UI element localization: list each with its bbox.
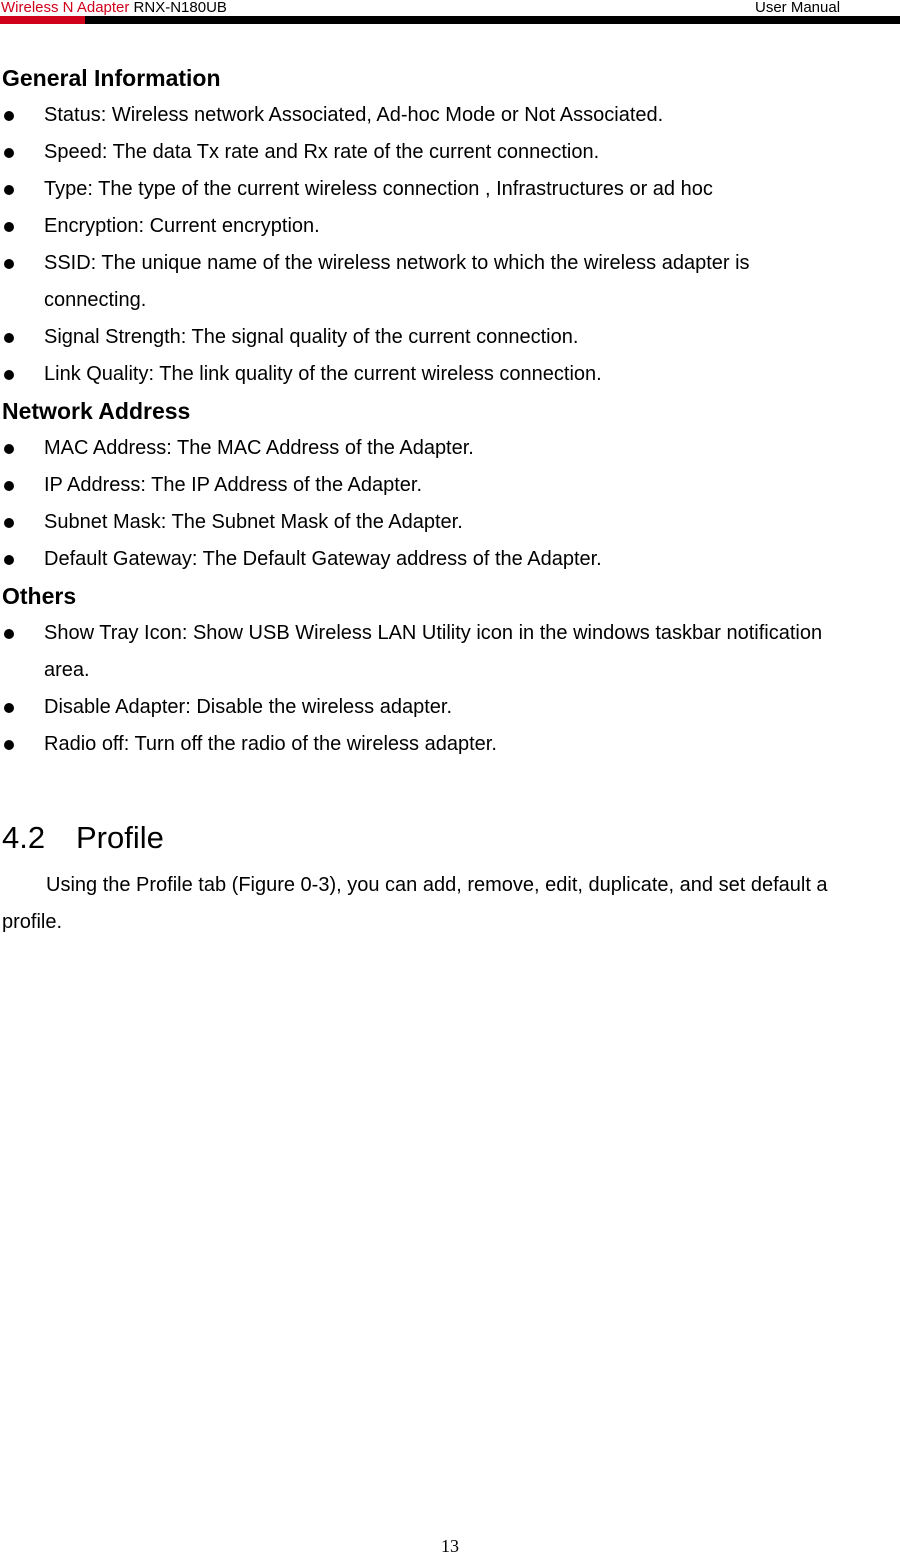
network-address-list (0, 430, 900, 578)
header-model: RNX-N180UB (129, 0, 227, 16)
header-rule-accent (0, 16, 85, 24)
general-information-list (0, 97, 900, 393)
list-item-text: Type: The type of the current wireless connection , Infrastructures or ad hoc (44, 178, 713, 200)
bullet-icon (4, 518, 14, 528)
list-item (0, 615, 856, 689)
bullet-icon (4, 185, 14, 195)
list-item-text: Signal Strength: The signal quality of the current connection. (44, 326, 579, 348)
bullet-icon (4, 703, 14, 713)
list-item-text: Radio off: Turn off the radio of the wireless adapter. (44, 733, 497, 755)
header-manual-label: User Manual (755, 0, 841, 16)
list-item (0, 208, 856, 245)
list-item (0, 171, 856, 208)
section-title-profile (2, 818, 900, 858)
bullet-icon (4, 555, 14, 565)
list-item (0, 319, 856, 356)
list-item (0, 467, 856, 504)
bullet-icon (4, 740, 14, 750)
bullet-icon (4, 481, 14, 491)
bullet-icon (4, 333, 14, 343)
list-item (0, 541, 856, 578)
list-item-text: Subnet Mask: The Subnet Mask of the Adapter. (44, 511, 463, 533)
page-content (0, 60, 900, 941)
bullet-icon (4, 148, 14, 158)
header-rule-dark (85, 16, 900, 24)
section-number: 4.2 (2, 820, 46, 855)
list-item-text: IP Address: The IP Address of the Adapter. (44, 474, 423, 496)
list-item-text: Encryption: Current encryption. (44, 215, 320, 237)
list-item-text: Speed: The data Tx rate and Rx rate of the current connection. (44, 141, 600, 163)
network-address-heading: Network Address (2, 398, 191, 424)
page-number: 13 (441, 1536, 459, 1556)
others-heading: Others (2, 583, 77, 609)
list-item-text: Status: Wireless network Associated, Ad-hoc Mode or Not Associated. (44, 104, 664, 126)
list-item (0, 430, 856, 467)
list-item (0, 689, 856, 726)
bullet-icon (4, 111, 14, 121)
list-item (0, 134, 856, 171)
bullet-icon (4, 259, 14, 269)
list-item (0, 726, 856, 763)
list-item-text: Show Tray Icon: Show USB Wireless LAN Utility icon in the windows taskbar notification area. (44, 622, 823, 681)
section-title-text: Profile (76, 820, 164, 855)
list-item (0, 504, 856, 541)
list-item-text: Link Quality: The link quality of the current wireless connection. (44, 363, 602, 385)
bullet-icon (4, 222, 14, 232)
bullet-icon (4, 370, 14, 380)
bullet-icon (4, 629, 14, 639)
list-item-text: SSID: The unique name of the wireless network to which the wireless adapter is connecting. (44, 252, 750, 311)
page-header (0, 0, 900, 26)
list-item-text: Default Gateway: The Default Gateway address of the Adapter. (44, 548, 602, 570)
list-item (0, 245, 856, 319)
bullet-icon (4, 444, 14, 454)
header-product (1, 0, 227, 15)
list-item (0, 97, 856, 134)
list-item-text: Disable Adapter: Disable the wireless adapter. (44, 696, 453, 718)
list-item-text: MAC Address: The MAC Address of the Adapter. (44, 437, 474, 459)
general-information-heading: General Information (2, 65, 221, 91)
others-list (0, 615, 900, 763)
header-brand: Wireless N Adapter (1, 0, 130, 16)
list-item (0, 356, 856, 393)
profile-paragraph: Using the Profile tab (Figure 0-3), you can add, remove, edit, duplicate, and set default a profile. (2, 874, 828, 933)
